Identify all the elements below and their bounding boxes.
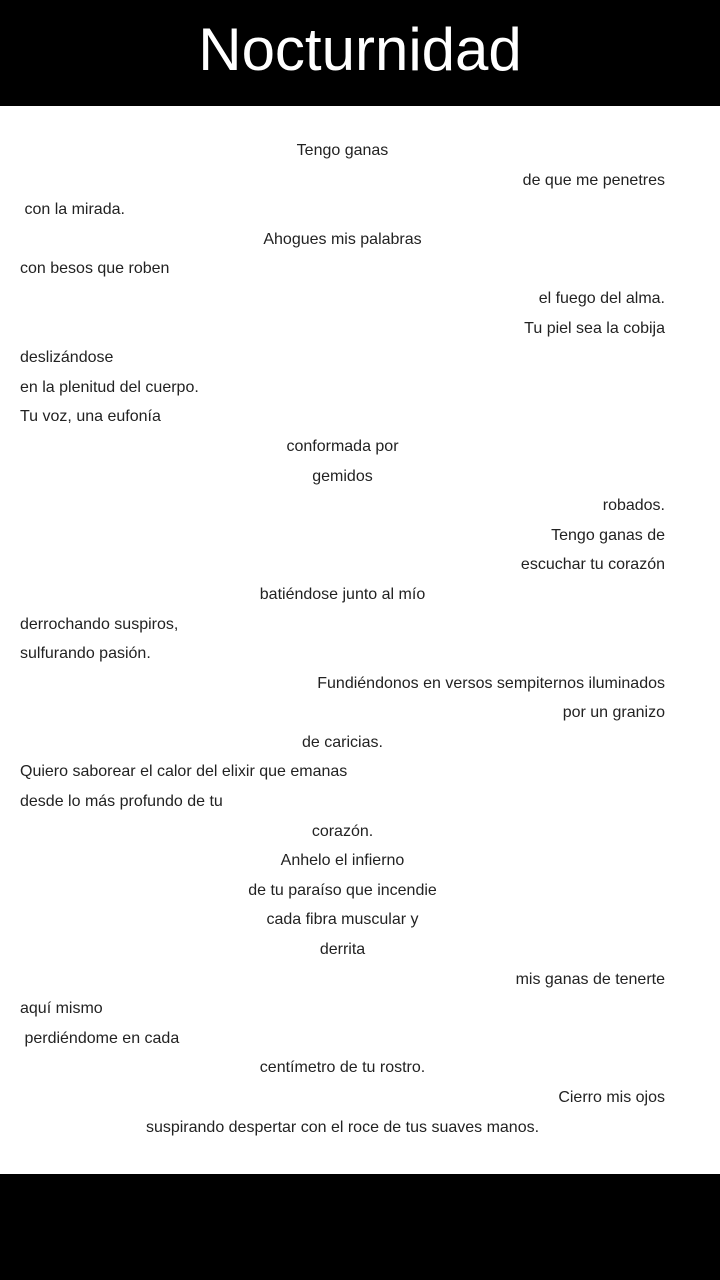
title-bar [0, 0, 720, 106]
poem-line: Tu piel sea la cobija [524, 319, 665, 337]
poem-line: escuchar tu corazón [520, 556, 665, 574]
poem-line: batiéndose junto al mío [259, 585, 426, 603]
poem-line: con la mirada. [20, 201, 125, 219]
poem-line: con besos que roben [20, 260, 170, 278]
poem-line: derrochando suspiros, [20, 615, 179, 633]
poem-line: por un granizo [562, 704, 665, 722]
poem-line: el fuego del alma. [538, 289, 665, 307]
poem-line: derrita [319, 941, 366, 959]
poem-line: robados. [602, 497, 665, 515]
poem-line: aquí mismo [20, 1000, 103, 1018]
poem-line: de caricias. [302, 733, 383, 751]
poem-line: Tengo ganas de [551, 526, 665, 544]
poem-line: Tengo ganas [296, 142, 389, 159]
poem-line: Anhelo el infierno [280, 852, 405, 870]
poem-line: Cierro mis ojos [558, 1089, 665, 1106]
poem-line: Tu voz, una eufonía [20, 408, 161, 426]
poem-title: Nocturnidad [198, 16, 522, 83]
poem-line: en la plenitud del cuerpo. [20, 378, 199, 396]
poem-line: cada fibra muscular y [266, 911, 419, 929]
poem-line: suspirando despertar con el roce de tus suaves manos. [145, 1118, 540, 1136]
poem-line: gemidos [312, 467, 373, 485]
poem-line: Quiero saborear el calor del elixir que emanas [20, 763, 348, 781]
poem-body [20, 136, 665, 1142]
poem-line: de tu paraíso que incendie [248, 881, 437, 899]
bottom-bar [0, 1174, 720, 1280]
poem-line: deslizándose [20, 349, 114, 367]
poem-line: corazón. [311, 822, 374, 840]
poem-line: de que me penetres [522, 171, 665, 189]
poem-line: conformada por [286, 437, 399, 455]
poem-line: sulfurando pasión. [20, 645, 151, 663]
poem-line: perdiéndome en cada [20, 1029, 180, 1047]
poem-line: centímetro de tu rostro. [259, 1059, 426, 1077]
poem-line: Fundiéndonos en versos sempiternos iluminados [317, 674, 665, 692]
poem-line: mis ganas de tenerte [515, 970, 665, 988]
poem-line: Ahogues mis palabras [263, 230, 422, 248]
poem-line: desde lo más profundo de tu [20, 793, 223, 811]
poem-area [0, 106, 720, 1174]
